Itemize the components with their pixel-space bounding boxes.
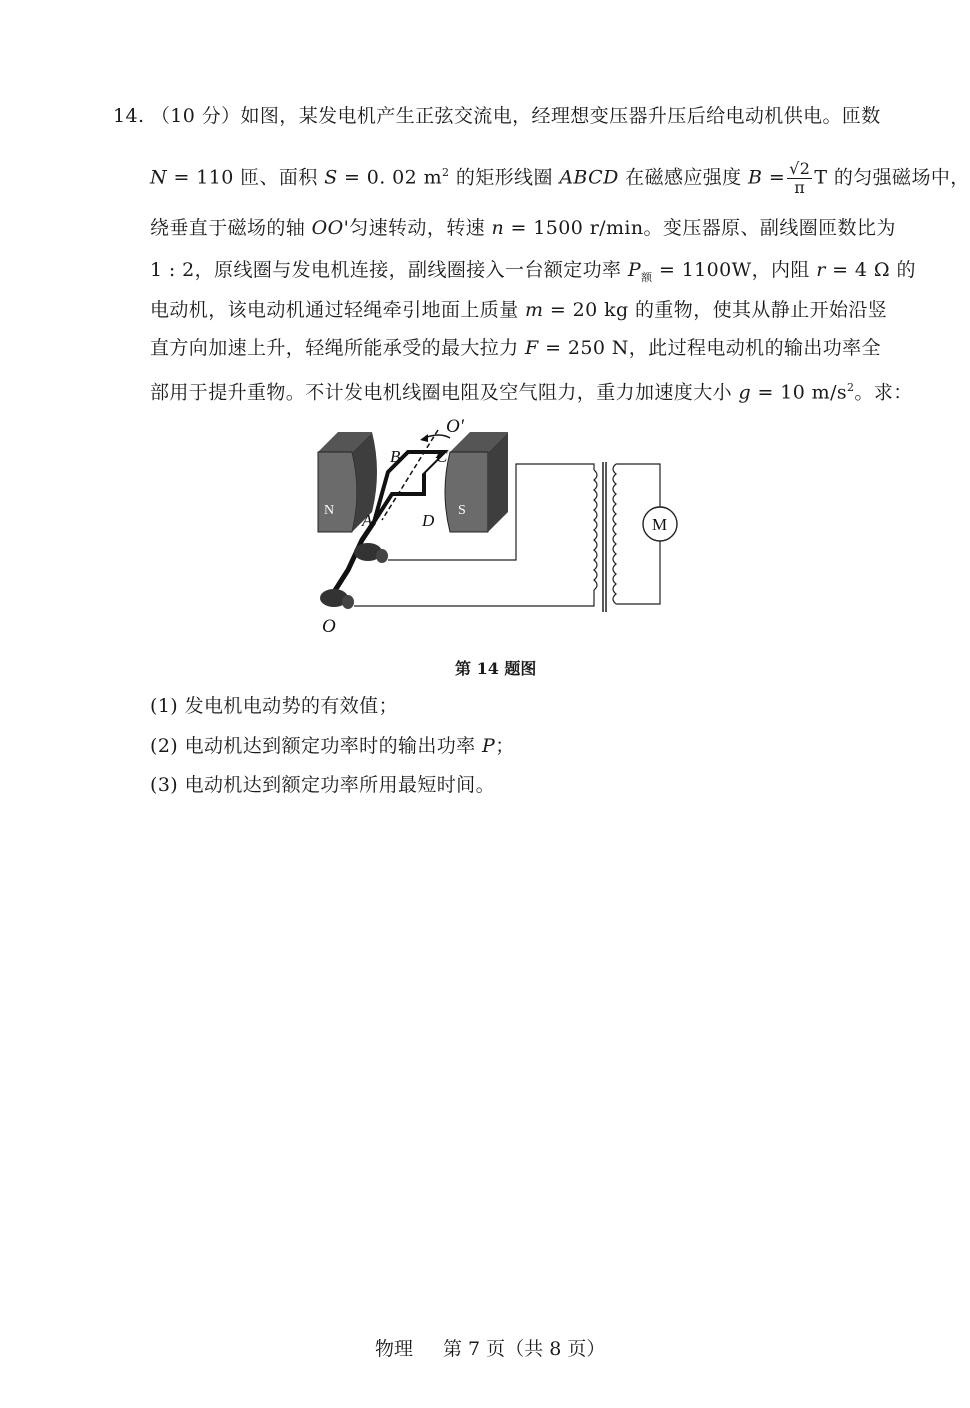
label-b: B bbox=[390, 447, 401, 466]
label-a: A bbox=[362, 511, 373, 530]
transformer-secondary bbox=[613, 464, 616, 604]
footer-page: 第 7 页（共 8 页） bbox=[443, 1338, 606, 1360]
question-line-4: 1 : 2，原线圈与发电机连接，副线圈接入一台额定功率 $P_额 = 1100W$，内阻 r = 4 Ω 的 bbox=[150, 259, 916, 284]
wire-secondary bbox=[616, 464, 660, 508]
magnet-s-body bbox=[445, 452, 488, 532]
question-line-5: 电动机，该电动机通过轻绳牵引地面上质量 m = 20 kg 的重物，使其从静止开始沿竖 bbox=[150, 299, 888, 321]
figure-caption: 第 14 题图 bbox=[455, 659, 537, 678]
rotation-arrowhead bbox=[420, 434, 428, 442]
question-line-2: N = 110 匝、面积 S = 0. 02 $m^2$ 的矩形线圈 ABCD 在磁感应强度 B = $\frac{√2}{\pi}$ T 的匀强磁场中， bbox=[150, 159, 970, 197]
label-m: M bbox=[652, 515, 668, 534]
wire-secondary-return bbox=[616, 540, 660, 604]
brush-lower bbox=[342, 595, 354, 609]
label-d: D bbox=[422, 511, 435, 530]
brush-upper bbox=[376, 549, 388, 563]
question-line-3: 绕垂直于磁场的轴 OO'匀速转动，转速 n = 1500 r/min。变压器原、副线圈匝数比为 bbox=[150, 217, 896, 239]
label-c: C bbox=[436, 447, 448, 466]
label-o: O bbox=[322, 616, 336, 637]
footer-subject: 物理 bbox=[375, 1338, 414, 1360]
generator-circuit-diagram bbox=[290, 410, 680, 650]
transformer-primary bbox=[594, 470, 597, 590]
label-n: N bbox=[324, 503, 335, 518]
question-line-1: 14. （10 分）如图，某发电机产生正弦交流电，经理想变压器升压后给电动机供电。匝数 bbox=[113, 105, 881, 127]
subquestion-2: (2) 电动机达到额定功率时的输出功率 P； bbox=[150, 735, 515, 757]
page-footer bbox=[375, 1334, 605, 1361]
question-score: （10 分） bbox=[150, 105, 241, 127]
question-number: 14. bbox=[113, 105, 145, 127]
magnet-n-body bbox=[318, 452, 357, 532]
label-s: S bbox=[458, 503, 466, 518]
label-o-prime: O' bbox=[446, 416, 464, 437]
subquestion-3: (3) 电动机达到额定功率所用最短时间。 bbox=[150, 774, 495, 796]
question-line-7: 部用于提升重物。不计发电机线圈电阻及空气阻力，重力加速度大小 g = 10 $m/s^2$。求： bbox=[150, 381, 913, 404]
wire-lower bbox=[354, 590, 594, 606]
subquestion-1: (1) 发电机电动势的有效值； bbox=[150, 695, 398, 717]
b-fraction: $\frac{√2}{\pi}$ bbox=[789, 159, 811, 197]
question-line-6: 直方向加速上升，轻绳所能承受的最大拉力 F = 250 N，此过程电动机的输出功率全 bbox=[150, 337, 881, 359]
